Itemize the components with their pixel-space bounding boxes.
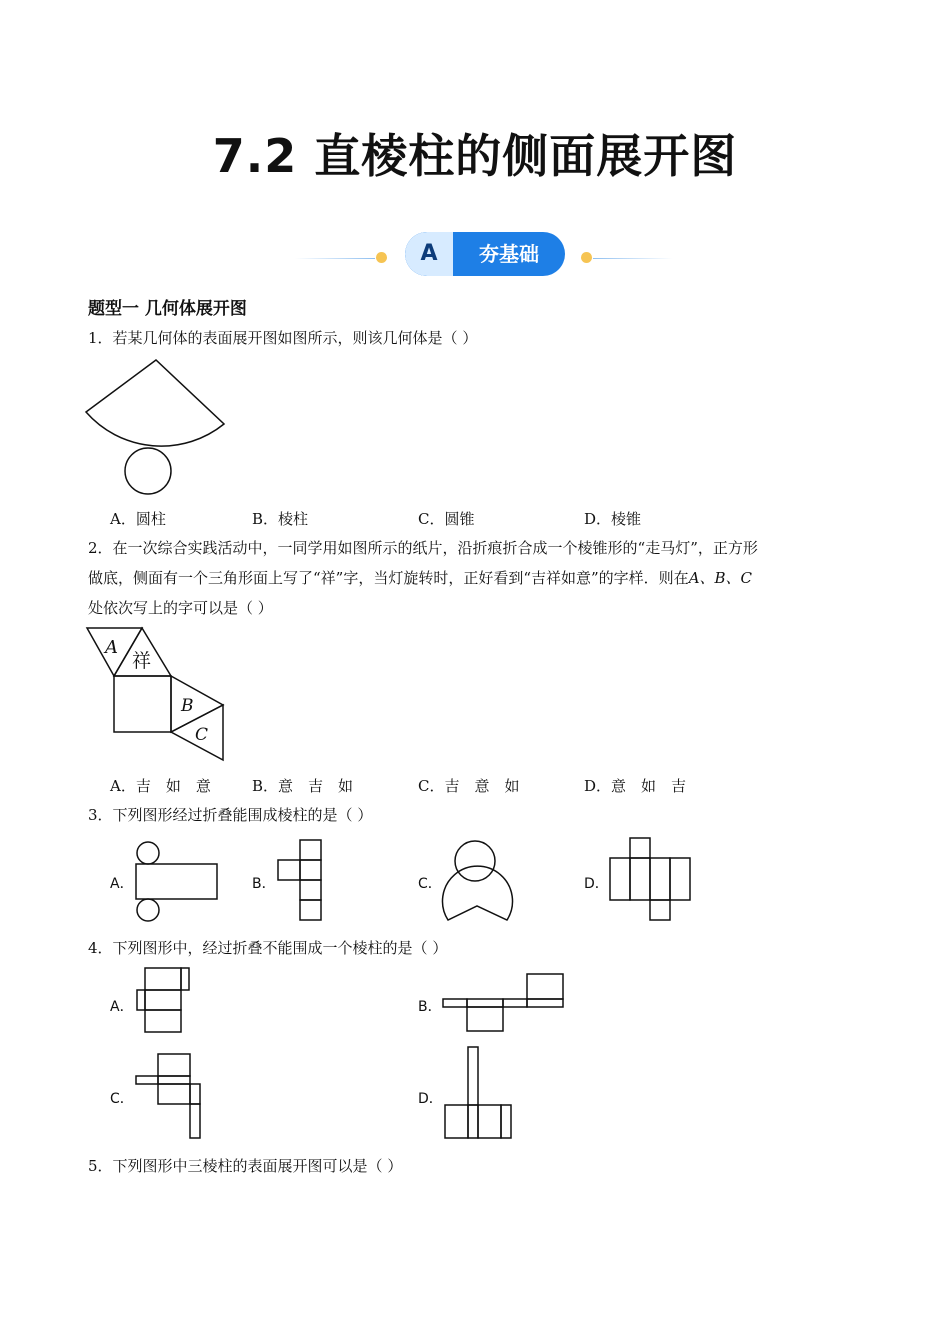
q1-option-a[interactable]: A．圆柱 (110, 510, 166, 528)
cone-base-circle (125, 448, 171, 494)
question-3-stem: 3．下列图形经过折叠能围成棱柱的是（ ） (88, 806, 373, 824)
q1-option-d[interactable]: D．棱锥 (584, 510, 642, 528)
question-5-stem: 5．下列图形中三棱柱的表面展开图可以是（ ） (88, 1157, 403, 1175)
q2-option-c[interactable]: C．吉 意 如 (418, 777, 520, 795)
q2-option-a[interactable]: A．吉 如 意 (110, 777, 211, 795)
q2-option-d[interactable]: D．意 如 吉 (584, 777, 687, 795)
question-2-line-3: 处依次写上的字可以是（ ） (88, 599, 273, 617)
q3-figure-b (276, 838, 326, 923)
question-1-stem: 1．若某几何体的表面展开图如图所示，则该几何体是（ ） (88, 329, 478, 347)
question-4-stem: 4．下列图形中，经过折叠不能围成一个棱柱的是（ ） (88, 939, 448, 957)
q4-figure-c (134, 1052, 209, 1142)
q1-option-c[interactable]: C．圆锥 (418, 510, 475, 528)
level-badge (405, 232, 565, 276)
q4-figure-d (441, 1045, 516, 1140)
q3-label-c[interactable]: C． (418, 876, 442, 892)
q4-figure-b (441, 970, 571, 1035)
q4-label-c[interactable]: C． (110, 1091, 134, 1107)
page-title: 7.2 直棱柱的侧面展开图 (212, 129, 738, 183)
q4-label-d[interactable]: D． (418, 1091, 443, 1107)
net-square-base (114, 676, 171, 732)
net-label-c: C (195, 725, 209, 745)
q3-label-a[interactable]: A． (110, 876, 134, 892)
section-heading: 题型一 几何体展开图 (88, 299, 247, 319)
banner-line-right (593, 258, 673, 259)
q3-label-b[interactable]: B． (252, 876, 276, 892)
net-label-a: A (105, 637, 118, 658)
question-2-line-1: 2．在一次综合实践活动中，一同学用如图所示的纸片，沿折痕折合成一个棱锥形的“走马灯”，正方形 (88, 539, 758, 557)
q2-figure-pyramid-net (85, 625, 230, 765)
badge-letter: A (405, 232, 453, 276)
q3-figure-c (440, 838, 515, 923)
cone-sector (86, 360, 224, 446)
q1-option-b[interactable]: B．棱柱 (252, 510, 309, 528)
question-2-line-2-text: 做底，侧面有一个三角形面上写了“祥”字，当灯旋转时，正好看到“吉祥如意”的字样．则在 (88, 569, 689, 587)
net-label-xiang: 祥 (132, 650, 152, 672)
question-2-variables: A、B、C (688, 569, 753, 587)
banner-line-left (295, 258, 375, 259)
q3-figure-d (608, 836, 698, 924)
q4-figure-a (135, 966, 195, 1036)
q4-label-a[interactable]: A． (110, 999, 134, 1015)
banner-dot-right (581, 252, 592, 263)
badge-text: 夯基础 (479, 242, 539, 266)
question-2-line-2 (88, 563, 868, 593)
q3-label-d[interactable]: D． (584, 876, 609, 892)
q3-figure-a (134, 840, 224, 925)
net-right-upper-triangle (171, 676, 223, 732)
q4-label-b[interactable]: B． (418, 999, 442, 1015)
q2-option-b[interactable]: B．意 吉 如 (252, 777, 354, 795)
q1-figure-cone-net (85, 355, 235, 500)
banner-dot-left (376, 252, 387, 263)
net-label-b: B (181, 696, 194, 716)
